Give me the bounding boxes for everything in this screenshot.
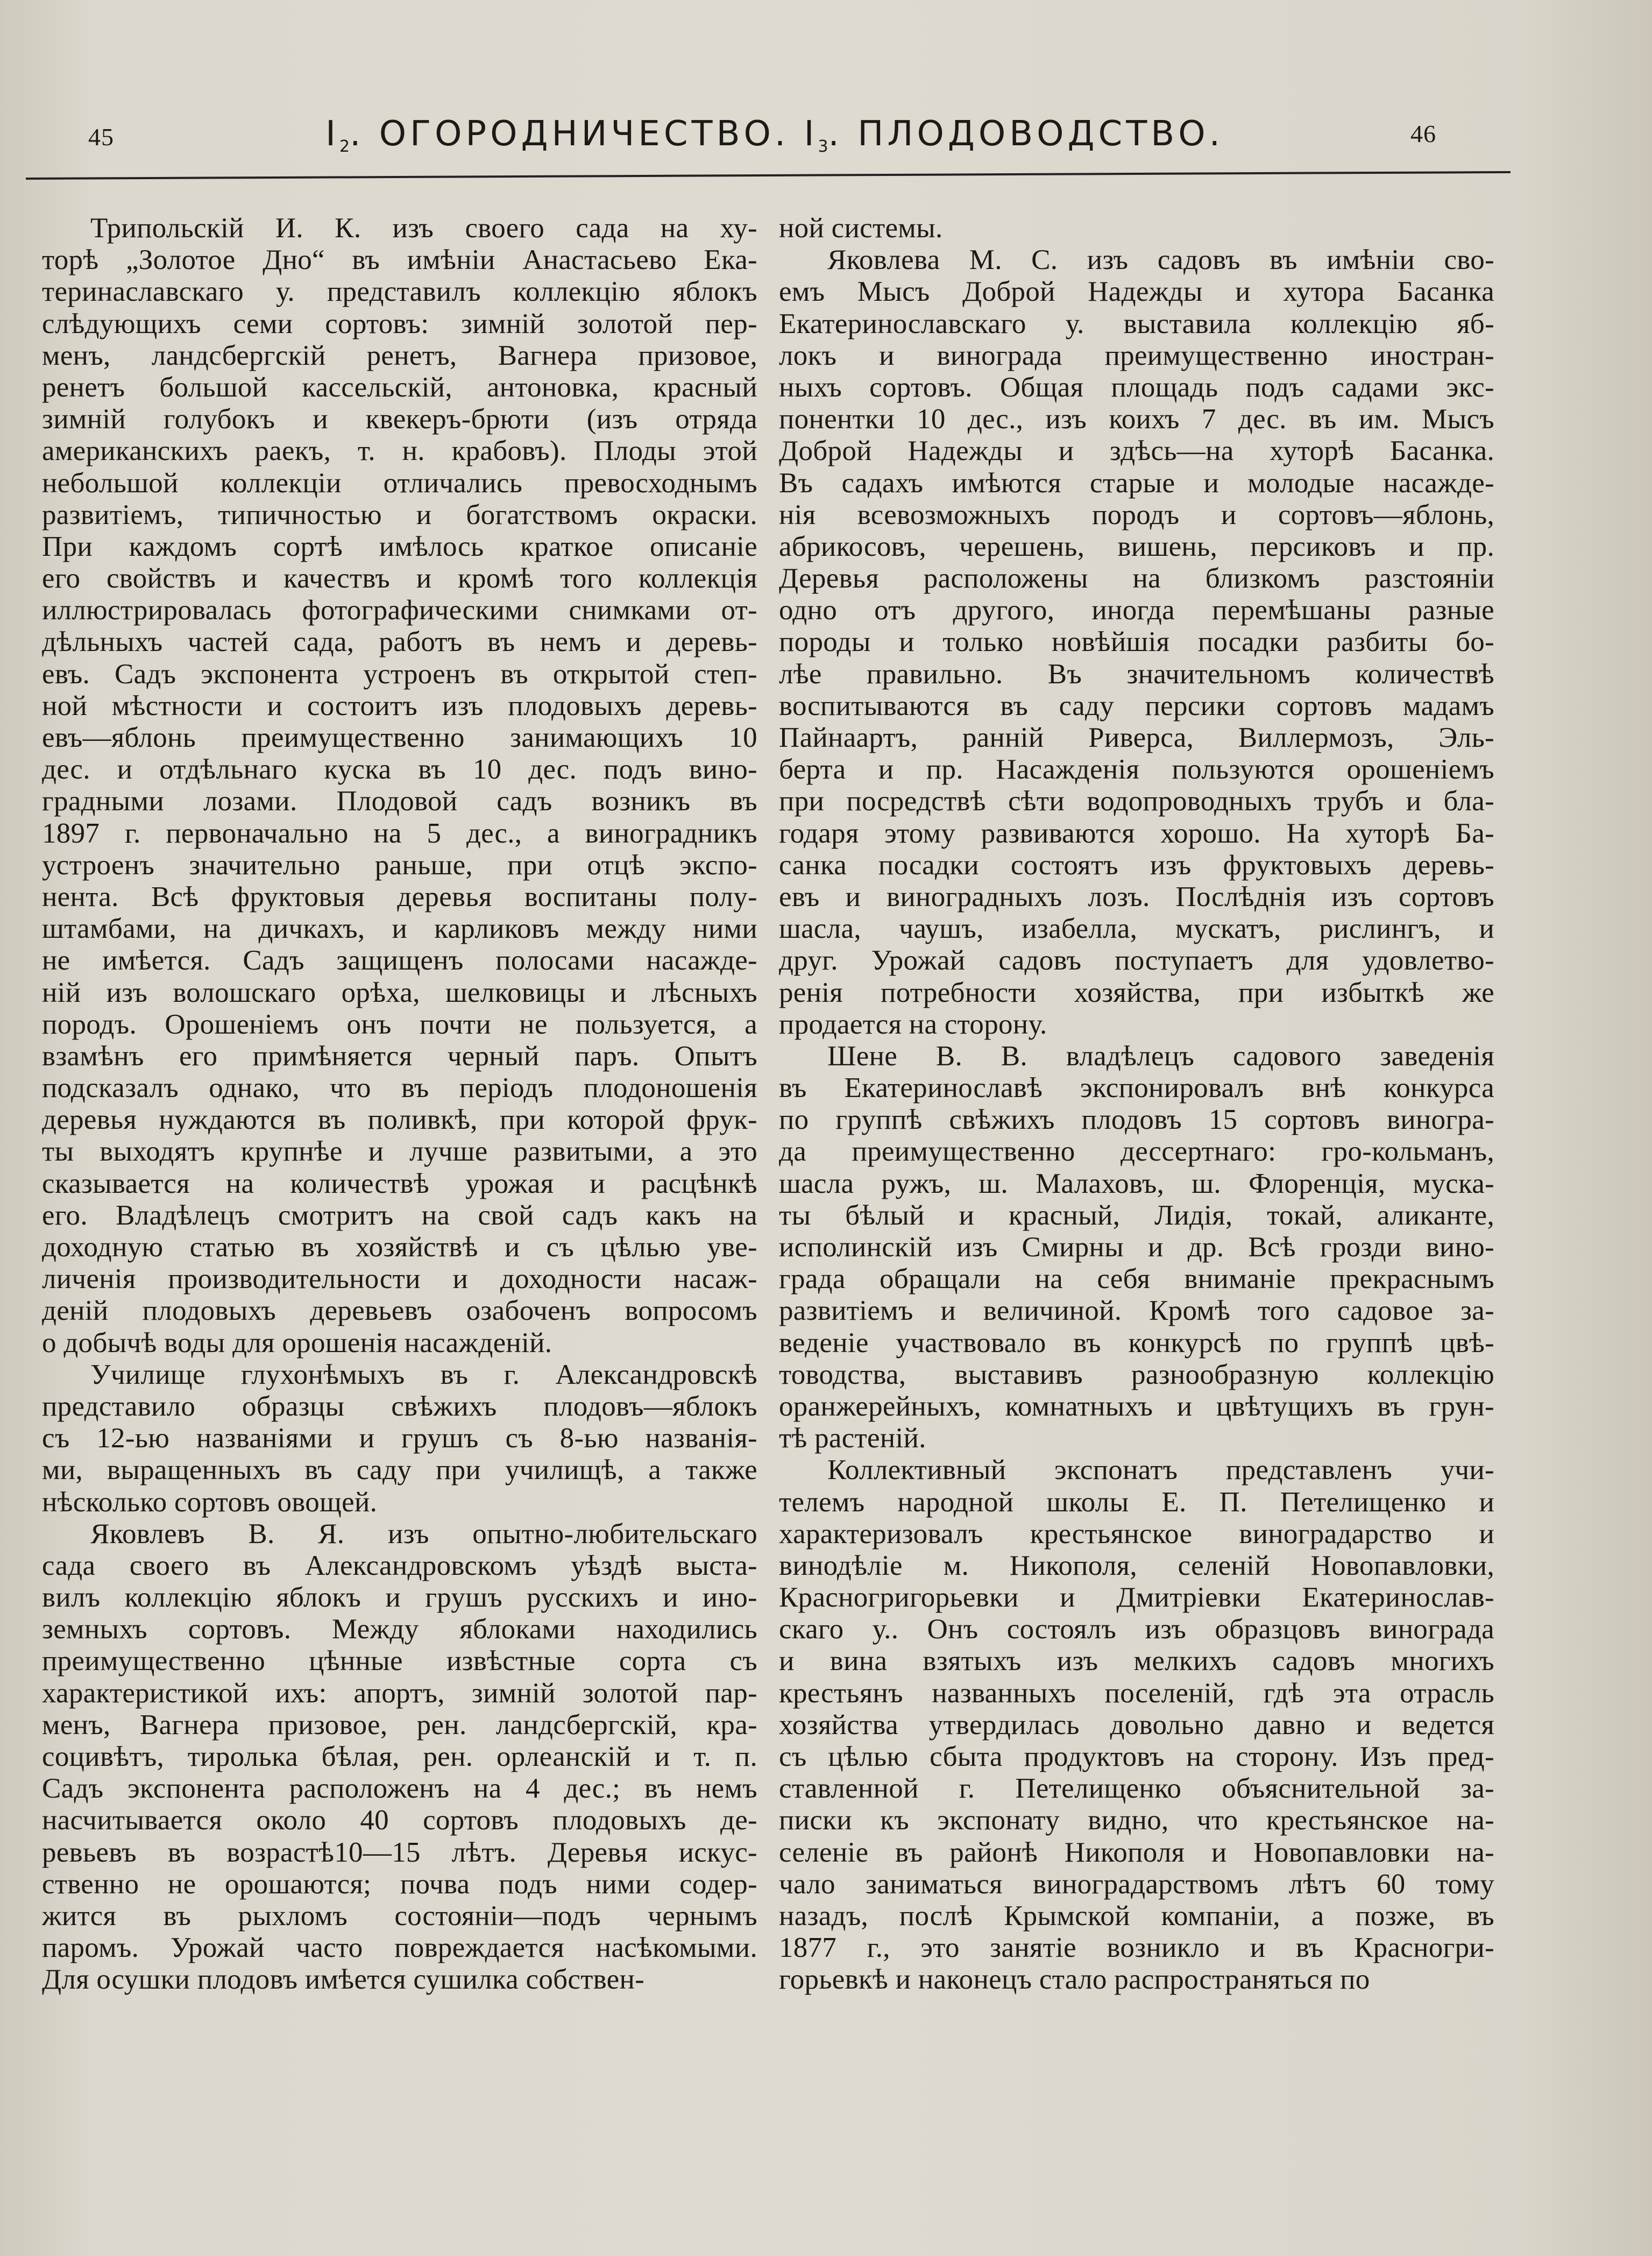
text-line: земныхъ сортовъ. Между яблоками находились: [42, 1614, 757, 1645]
text-line: Садъ экспонента расположенъ на 4 дес.; въ немъ: [42, 1773, 757, 1805]
text-line: Пайнаартъ, ранній Риверса, Виллермозъ, Эль-: [779, 722, 1494, 753]
text-line: и вина взятыхъ изъ мелкихъ садовъ многихъ: [779, 1645, 1494, 1677]
text-line: съ 12-ью названіями и грушъ съ 8-ью названія-: [42, 1423, 757, 1454]
text-line: характеризовалъ крестьянское виноградарство и: [779, 1518, 1494, 1550]
text-line: ренія потребности хозяйства, при избыткѣ же: [779, 977, 1494, 1008]
text-line: жится въ рыхломъ состояніи—подъ чернымъ: [42, 1900, 757, 1932]
text-line: слѣдующихъ семи сортовъ: зимній золотой пер-: [42, 308, 757, 340]
text-line: Шене В. В. владѣлецъ садового заведенія: [827, 1040, 1494, 1072]
text-line: берта и пр. Насажденія пользуются орошеніемъ: [779, 754, 1494, 786]
text-line: шасла ружъ, ш. Малаховъ, ш. Флоренція, муска-: [779, 1168, 1494, 1199]
header-rule: [26, 171, 1511, 180]
text-line: ты выходятъ крупнѣе и лучше развитыми, а это: [42, 1136, 757, 1168]
running-header: [299, 114, 1251, 156]
header-title-b: . ОГОРОДНИЧЕСТВО. I: [350, 114, 818, 154]
text-line: скаго у.. Онъ состоялъ изъ образцовъ винограда: [779, 1614, 1494, 1645]
text-line: ты бѣлый и красный, Лидія, токай, аликанте,: [779, 1199, 1494, 1231]
text-line: абрикосовъ, черешень, вишень, персиковъ и пр.: [779, 531, 1494, 562]
text-line: деревья нуждаются въ поливкѣ, при которой фрук-: [42, 1104, 757, 1136]
text-line: ной мѣстности и состоитъ изъ плодовыхъ деревь-: [42, 690, 757, 722]
text-line: селеніе въ районѣ Никополя и Новопавловки на-: [779, 1836, 1494, 1868]
text-line: сада своего въ Александровскомъ уѣздѣ выста-: [42, 1550, 757, 1581]
text-line: взамѣнъ его примѣняется черный паръ. Опытъ: [42, 1040, 757, 1072]
text-line: ственно не орошаются; почва подъ ними содер-: [42, 1868, 757, 1900]
text-line: 1897 г. первоначально на 5 дес., а виноградникъ: [42, 817, 757, 849]
text-line: крестьянъ названныхъ поселеній, гдѣ эта отрасль: [779, 1677, 1494, 1709]
text-line: продается на сторону.: [779, 1008, 1047, 1040]
text-line: породы и только новѣйшія посадки разбиты бо-: [779, 626, 1494, 658]
text-line: града обращали на себя вниманіе прекраснымъ: [779, 1263, 1494, 1295]
text-line: подсказалъ однако, что въ періодъ плодоношенія: [42, 1072, 757, 1104]
text-line: Трипольскій И. К. изъ своего сада на ху-: [90, 213, 757, 244]
text-line: теринаславскаго у. представилъ коллекцію яблокъ: [42, 276, 757, 308]
text-line: о добычѣ воды для орошенія насажденій.: [42, 1327, 552, 1359]
text-line: въ Екатеринославѣ экспонировалъ внѣ конкурса: [779, 1072, 1494, 1104]
text-line: развитіемъ и величиной. Кромѣ того садовое за-: [779, 1295, 1494, 1327]
text-line: Для осушки плодовъ имѣется сушилка собствен-: [42, 1964, 645, 1996]
text-line: исполинскій изъ Смирны и др. Всѣ грозди вино-: [779, 1232, 1494, 1263]
text-line: его свойствъ и качествъ и кромѣ того коллекція: [42, 563, 757, 595]
text-line: характеристикой ихъ: апортъ, зимній золотой пар-: [42, 1677, 757, 1709]
text-line: не имѣется. Садъ защищенъ полосами насажде-: [42, 945, 757, 977]
header-sub-a: 2: [339, 137, 350, 156]
text-line: при посредствѣ сѣти водопроводныхъ трубъ и бла-: [779, 786, 1494, 817]
text-line: деній плодовыхъ деревьевъ озабоченъ вопросомъ: [42, 1295, 757, 1327]
text-line: американскихъ раекъ, т. н. крабовъ). Плоды этой: [42, 435, 757, 467]
text-line: развитіемъ, типичностью и богатствомъ окраски.: [42, 499, 757, 531]
page-number-right: 46: [1410, 120, 1436, 147]
text-line: шасла, чаушъ, изабелла, мускатъ, рислингъ, и: [779, 913, 1494, 945]
text-line: устроенъ значительно раньше, при отцѣ экспо-: [42, 849, 757, 881]
text-line: Красногригорьевки и Дмитріевки Екатеринослав-: [779, 1582, 1494, 1614]
text-line: При каждомъ сортѣ имѣлось краткое описаніе: [42, 531, 757, 562]
text-line: евъ и виноградныхъ лозъ. Послѣднія изъ сортовъ: [779, 881, 1494, 913]
text-line: евъ—яблонь преимущественно занимающихъ 10: [42, 722, 757, 753]
text-line: санка посадки состоятъ изъ фруктовыхъ деревь-: [779, 849, 1494, 881]
text-line: нія всевозможныхъ породъ и сортовъ—яблонь,: [779, 499, 1494, 531]
text-line: дѣльныхъ частей сада, работъ въ немъ и деревь-: [42, 626, 757, 658]
text-line: назадъ, послѣ Крымской компаніи, а позже, въ: [779, 1900, 1494, 1932]
text-line: Училище глухонѣмыхъ въ г. Александровскѣ: [90, 1359, 757, 1390]
text-line: Коллективный экспонатъ представленъ учи-: [827, 1454, 1494, 1486]
text-line: чало заниматься виноградарствомъ лѣтъ 60 тому: [779, 1868, 1494, 1900]
text-line: Деревья расположены на близкомъ разстояніи: [779, 563, 1494, 595]
text-line: по группѣ свѣжихъ плодовъ 15 сортовъ виногра-: [779, 1104, 1494, 1136]
text-line: лѣе правильно. Въ значительномъ количествѣ: [779, 658, 1494, 690]
text-line: понентки 10 дес., изъ коихъ 7 дес. въ им. Мысъ: [779, 404, 1494, 435]
text-line: Въ садахъ имѣются старые и молодые насажде-: [779, 467, 1494, 499]
text-line: паромъ. Урожай часто повреждается насѣкомыми.: [42, 1932, 757, 1964]
text-line: хозяйства утвердилась довольно давно и ведется: [779, 1709, 1494, 1741]
text-line: вилъ коллекцію яблокъ и грушъ русскихъ и ино-: [42, 1582, 757, 1614]
text-line: горьевкѣ и наконецъ стало распространяться по: [779, 1964, 1370, 1996]
text-line: Яковлевъ В. Я. изъ опытно-любительскаго: [90, 1518, 757, 1550]
text-line: его. Владѣлецъ смотритъ на свой садъ какъ на: [42, 1199, 757, 1231]
text-line: друг. Урожай садовъ поступаетъ для удовлетво-: [779, 945, 1494, 977]
text-line: нента. Всѣ фруктовыя деревья воспитаны полу-: [42, 881, 757, 913]
text-line: годаря этому развиваются хорошо. На хуторѣ Ба-: [779, 817, 1494, 849]
text-line: емъ Мысъ Доброй Надежды и хутора Басанка: [779, 276, 1494, 308]
text-line: воспитываются въ саду персики сортовъ мадамъ: [779, 690, 1494, 722]
text-line: преимущественно цѣнные извѣстные сорта съ: [42, 1645, 757, 1677]
left-column: [42, 213, 757, 1996]
text-line: штамбами, на дичкахъ, и карликовъ между ними: [42, 913, 757, 945]
text-line: социвѣтъ, тиролька бѣлая, рен. орлеанскій и т. п.: [42, 1741, 757, 1772]
text-line: оранжерейныхъ, комнатныхъ и цвѣтущихъ въ грун-: [779, 1390, 1494, 1422]
header-title-a: I: [325, 114, 339, 154]
text-line: градными лозами. Плодовой садъ возникъ въ: [42, 786, 757, 817]
text-line: съ цѣлью сбыта продуктовъ на сторону. Изъ пред-: [779, 1741, 1494, 1772]
text-line: ной системы.: [779, 213, 943, 244]
right-column: [779, 213, 1494, 1996]
page-number-left: 45: [88, 123, 114, 151]
text-line: евъ. Садъ экспонента устроенъ въ открытой степ-: [42, 658, 757, 690]
text-line: менъ, ландсбергскій ренетъ, Вагнера призовое,: [42, 340, 757, 371]
text-line: ній изъ волошскаго орѣха, шелковицы и лѣсныхъ: [42, 977, 757, 1008]
text-line: торѣ „Золотое Дно“ въ имѣніи Анастасьево Ека-: [42, 244, 757, 276]
text-line: да преимущественно дессертнаго: гро-кольманъ,: [779, 1136, 1494, 1168]
header-title-c: . ПЛОДОВОДСТВО.: [828, 114, 1224, 154]
text-line: товодства, выставивъ разнообразную коллекцію: [779, 1359, 1494, 1390]
text-line: ренетъ большой кассельскій, антоновка, красный: [42, 371, 757, 403]
text-line: небольшой коллекціи отличались превосходнымъ: [42, 467, 757, 499]
text-line: ревьевъ въ возрастѣ10—15 лѣтъ. Деревья искус-: [42, 1836, 757, 1868]
text-line: Екатеринославскаго у. выставила коллекцію яб-: [779, 308, 1494, 340]
text-line: представило образцы свѣжихъ плодовъ—яблокъ: [42, 1390, 757, 1422]
text-line: тѣ растеній.: [779, 1423, 926, 1454]
text-line: телемъ народной школы Е. П. Петелищенко и: [779, 1486, 1494, 1518]
text-line: Яковлева М. С. изъ садовъ въ имѣніи сво-: [827, 244, 1494, 276]
text-line: ми, выращенныхъ въ саду при училищѣ, а также: [42, 1454, 757, 1486]
text-line: ставленной г. Петелищенко объяснительной за-: [779, 1773, 1494, 1805]
text-line: Доброй Надежды и здѣсь—на хуторѣ Басанка.: [779, 435, 1494, 467]
text-line: насчитывается около 40 сортовъ плодовыхъ де-: [42, 1805, 757, 1836]
text-line: одно отъ другого, иногда перемѣшаны разные: [779, 595, 1494, 626]
text-line: доходную статью въ хозяйствѣ и съ цѣлью уве-: [42, 1232, 757, 1263]
text-line: ныхъ сортовъ. Общая площадь подъ садами экс-: [779, 371, 1494, 403]
text-line: писки къ экспонату видно, что крестьянское на-: [779, 1805, 1494, 1836]
text-line: винодѣліе м. Никополя, селеній Новопавловки,: [779, 1550, 1494, 1581]
text-line: локъ и винограда преимущественно иностран-: [779, 340, 1494, 371]
text-line: веденіе участвовало въ конкурсѣ по группѣ цвѣ-: [779, 1327, 1494, 1359]
header-sub-b: 3: [818, 137, 828, 156]
text-line: 1877 г., это занятіе возникло и въ Красногри-: [779, 1932, 1494, 1964]
text-line: породъ. Орошеніемъ онъ почти не пользуется, а: [42, 1008, 757, 1040]
text-line: личенія производительности и доходности насаж-: [42, 1263, 757, 1295]
text-line: нѣсколько сортовъ овощей.: [42, 1486, 378, 1518]
text-line: зимній голубокъ и квекеръ-брюти (изъ отряда: [42, 404, 757, 435]
text-line: менъ, Вагнера призовое, рен. ландсбергскій, кра-: [42, 1709, 757, 1741]
text-line: сказывается на количествѣ урожая и расцѣнкѣ: [42, 1168, 757, 1199]
text-line: дес. и отдѣльнаго куска въ 10 дес. подъ вино-: [42, 754, 757, 786]
text-line: иллюстрировалась фотографическими снимками от-: [42, 595, 757, 626]
